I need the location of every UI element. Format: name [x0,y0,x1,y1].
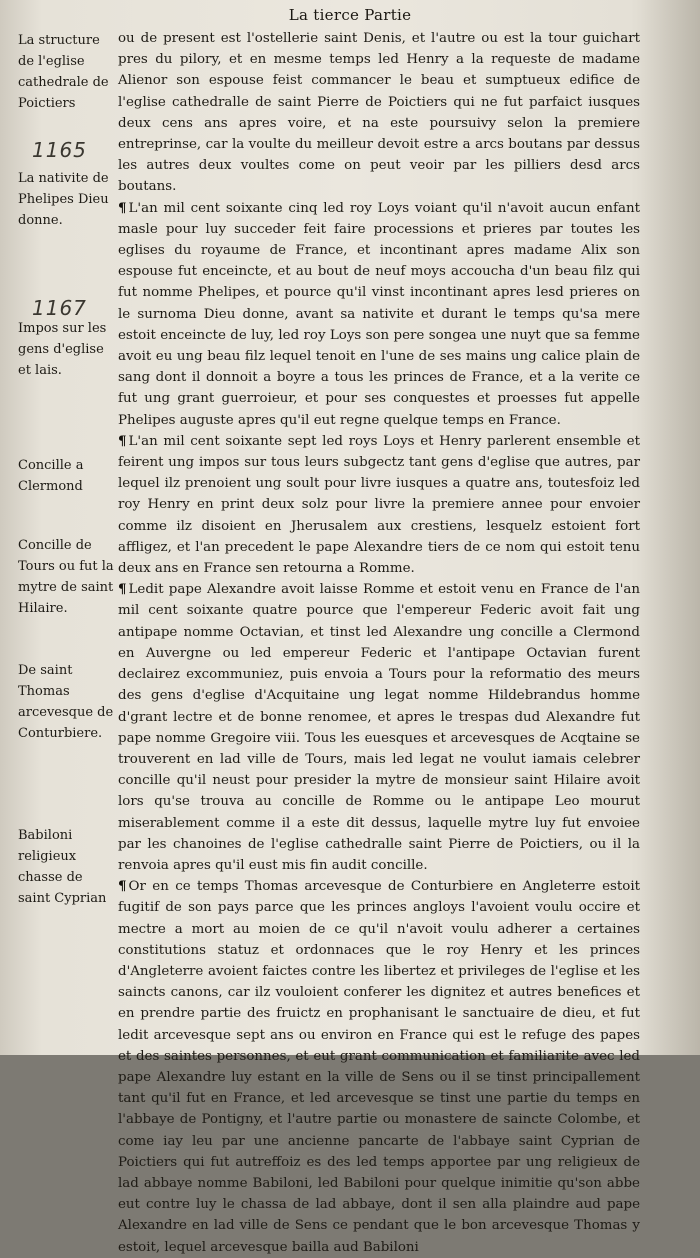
pilcrow-icon: ¶ [118,878,127,895]
margin-note: Concille a Clermond [18,458,84,494]
margin-year: 1165 [32,138,87,162]
pilcrow-icon: ¶ [118,199,127,216]
paragraph [118,28,640,198]
bottom-margin [0,940,700,1055]
paragraph-text: L'an mil cent soixante cinq led roy Loys voiant qu'il n'avoit aucun enfant masle pour luy succeder feit faire processions et prieres par toutes les eglises du royaume de France, et incontinant apres madame Alix son espouse fut enceincte, et au bout de neuf moys accoucha d'un beau filz qui fut nomme Phelipes, et pource qu'il vinst incontinant apres lesd prieres on le surnoma Dieu donne, avant sa nativite et durant le temps qu'sa mere estoit enceincte de luy, led roy Loys son pere songea une nuyt que sa femme avoit eu ung beau filz lequel tenoit en l'une de ses mains ung calice plain de sang dont il donnoit a boyre a tous les princes de France, et a la verite ce fut ung grant guerroieur, et pour ses conquestes et proesses fut appelle Phelipes auguste apres qu'il eut regne quelque temps en France. [118,200,640,428]
main-text-block [118,28,640,1258]
page-gutter-shadow [640,0,700,1055]
pilcrow-icon: ¶ [118,432,127,449]
margin-note: Concille de Tours ou fut la mytre de saint Hilaire. [18,538,114,616]
running-header: La tierce Partie [288,6,412,24]
paragraph [118,198,640,431]
paragraph [118,579,640,876]
margin-note: La nativite de Phelipes Dieu donne. [18,171,109,228]
margin-note: Impos sur les gens d'eglise et lais. [18,321,107,378]
paragraph-text: ou de present est l'ostellerie saint Denis, et l'autre ou est la tour guichart pres du pilory, et en mesme temps led Henry a la requeste de madame Alienor son espouse feist commancer le beau et sumptueux edifice de l'eglise cathedralle de saint Pierre de Poictiers qui ne fut parfaict iusques deux cens ans apres voire, et na este poursuivy selon la premiere entreprinse, car la voulte du meilleur devoit estre a arcs boutans par dessus les autres deux voultes come on peut veoir par les pilliers desd arcs boutans. [118,31,640,195]
paragraph [118,876,640,1258]
margin-note: Babiloni religieux chasse de saint Cyprian [18,828,107,906]
margin-year: 1167 [32,296,87,320]
paragraph [118,431,640,579]
pilcrow-icon: ¶ [118,581,127,598]
paragraph-text: Or en ce temps Thomas arcevesque de Conturbiere en Angleterre estoit fugitif de son pays parce que les princes angloys l'avoient voulu occire et mectre a mort au moien de ce qu'il n'avoit voulu adherer a certaines constitutions statuz et ordonnaces que le roy Henry et les princes d'Angleterre avoient faictes contre les libertez et privileges de l'eglise et les saincts canons, car ilz vouloient conferer les dignitez et autres benefices et en prendre partie des fruictz en prophanisant le sanctuaire de dieu, et fut ledit arcevesque sept ans ou environ en France qui est le refuge des papes et des saintes personnes, et eut grant communication et familiarite avec led pape Alexandre luy estant en la ville de Sens ou il se tinst principallement tant qu'il fut en France, et led arcevesque se tinst une partie du temps en l'abbaye de Pontigny, et l'autre partie ou monastere de saincte Colombe, et come iay leu par une ancienne pancarte de l'abbaye saint Cyprian de Poictiers qui fut autreffoiz es des led temps apportee par ung religieux de lad abbaye nomme Babiloni, led Babiloni pour quelque inimitie qu'son abbe eut contre luy le chassa de lad abbaye, dont il sen alla plaindre aud pape Alexandre en lad ville de Sens ce pendant que le bon arcevesque Thomas y estoit, lequel arcevesque bailla aud Babiloni [118,879,640,1255]
margin-note: De saint Thomas arcevesque de Conturbiere. [18,663,114,741]
margin-note: La structure de l'eglise cathedrale de Poictiers [18,33,109,111]
paragraph-text: Ledit pape Alexandre avoit laisse Romme et estoit venu en France de l'an mil cent soixante quatre pource que l'empereur Federic avoit fait ung antipape nomme Octavian, et tinst led Alexandre ung concille a Clermond en Auvergne ou led empereur Federic et l'antipape Octavian furent declairez excommuniez, puis envoia a Tours pour la reformatio des meurs des gens d'eglise d'Acquitaine ung legat nomme Hildebrandus homme d'grant lectre et de bonne renomee, et apres le trespas dud Alexandre fut pape nomme Gregoire viii. Tous les euesques et arcevesques de Acqtaine se trouverent en lad ville de Tours, mais led legat ne voulut iamais celebrer concille qu'il neust pour presider la mytre de monsieur saint Hilaire avoit lors qu'se trouva au concille de Romme ou le antipape Leo mourut miserablement comme il a este dit dessus, laquelle mytre luy fut envoiee par les chanoines de l'eglise cathedralle saint Pierre de Poictiers, ou il la renvoia apres qu'il eust mis fin audit concille. [118,582,640,873]
paragraph-text: L'an mil cent soixante sept led roys Loys et Henry parlerent ensemble et feirent ung impos sur tous leurs subgectz tant gens d'eglise que autres, par lequel ilz prenoient ung soult pour livre iusques a quatre ans, toutesfoiz led roy Henry en print deux solz pour livre la premiere annee pour envoier comme ilz disoient en Jherusalem aux crestiens, lesquelz estoient fort affligez, et l'an precedent le pape Alexandre tiers de ce nom qui estoit tenu deux ans en France sen retourna a Romme. [118,433,640,577]
